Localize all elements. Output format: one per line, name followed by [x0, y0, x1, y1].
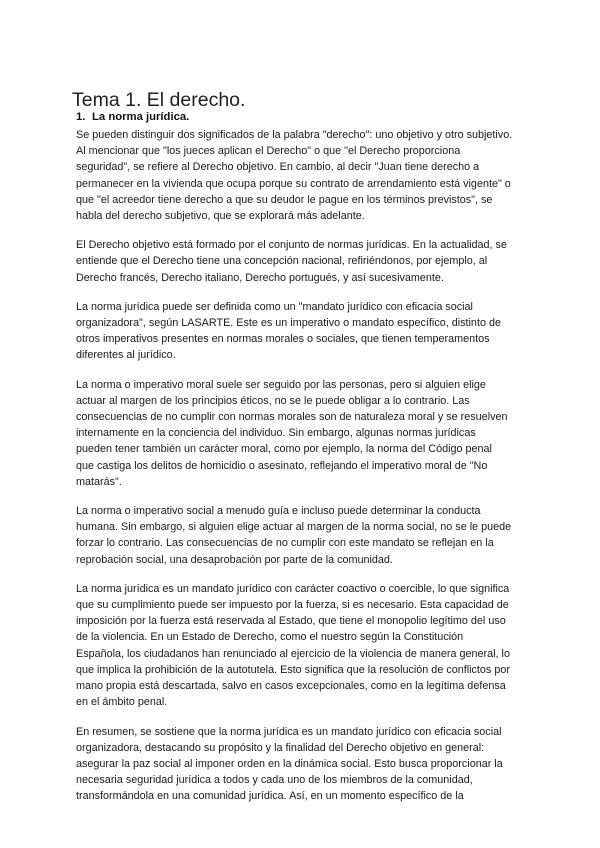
paragraph-line: internamente en la conciencia del individuo. Sin embargo, algunas normas jurídicas — [76, 427, 476, 440]
paragraph-line: forzar lo contrario. Las consecuencias de no cumplir con este mandato se reflejan en la — [76, 537, 494, 550]
section-heading — [76, 111, 189, 123]
paragraph-line: matarás". — [76, 475, 122, 488]
paragraph-line: diferentes al jurídico. — [76, 349, 176, 362]
paragraph-line: necesaria seguridad jurídica a todos y cada uno de los miembros de la comunidad, — [76, 774, 473, 787]
paragraph-line: Al mencionar que "los jueces aplican el Derecho" o que "el Derecho proporciona — [76, 145, 461, 158]
paragraph-line: La norma jurídica puede ser definida como un "mandato jurídico con eficacia social — [76, 300, 473, 313]
paragraph-line: en el ámbito penal. — [76, 696, 168, 709]
paragraph-line: habla del derecho subjetivo, que se explorará más adelante. — [76, 210, 365, 223]
paragraph-line: En resumen, se sostiene que la norma jurídica es un mandato jurídico con eficacia social — [76, 725, 502, 738]
document-body — [76, 127, 528, 818]
paragraph-line: Española, los ciudadanos han renunciado al ejercicio de la violencia de manera general, lo — [76, 647, 510, 660]
paragraph-line: actuar al margen de los principios éticos, no se le puede obligar a lo contrario. Las — [76, 394, 470, 407]
paragraph — [76, 581, 528, 711]
section-number: 1. — [76, 111, 86, 123]
paragraph — [76, 724, 528, 805]
paragraph — [76, 299, 528, 364]
paragraph-line: imposición por la fuerza está reservada al Estado, que tiene el monopolio legítimo del uso — [76, 615, 506, 628]
paragraph-line: organizadora, destacando su propósito y la finalidad del Derecho objetivo en general: — [76, 741, 485, 754]
paragraph-line: pueden tener también un carácter moral, como por ejemplo, la norma del Código penal — [76, 443, 492, 456]
paragraph-line: La norma o imperativo social a menudo guía e incluso puede determinar la conducta — [76, 505, 481, 518]
paragraph-line: La norma jurídica es un mandato jurídico con carácter coactivo o coercible, lo que significa — [76, 582, 510, 595]
paragraph-line: consecuencias de no cumplir con normas morales son de naturaleza moral y se resuelven — [76, 411, 508, 424]
paragraph-line: otros imperativos presentes en normas morales o sociales, que tienen temperamentos — [76, 333, 490, 346]
paragraph-line: humana. Sin embargo, si alguien elige actuar al margen de la norma social, no se le puede — [76, 521, 512, 534]
paragraph — [76, 127, 528, 224]
paragraph-line: transformándola en una comunidad jurídica. Así, en un momento específico de la — [76, 790, 464, 803]
page-title: Tema 1. El derecho. — [72, 89, 246, 111]
paragraph — [76, 503, 528, 568]
section-heading-text: La norma jurídica. — [92, 111, 190, 123]
paragraph-line: que castiga los delitos de homicidio o asesinato, reflejando el imperativo moral de "No — [76, 459, 488, 472]
paragraph-line: organizadora", según LASARTE. Este es un imperativo o mandato específico, distinto de — [76, 317, 501, 330]
paragraph-line: Derecho francés, Derecho italiano, Derecho portugués, y así sucesivamente. — [76, 271, 444, 284]
paragraph-line: que implica la prohibición de la autotutela. Esto significa que la resolución de conflictos por — [76, 663, 510, 676]
paragraph — [76, 237, 528, 286]
paragraph-line: La norma o imperativo moral suele ser seguido por las personas, pero si alguien elige — [76, 378, 486, 391]
paragraph-line: Se pueden distinguir dos significados de la palabra "derecho": uno objetivo y otro subjetivo. — [76, 129, 513, 141]
paragraph-line: que su cumplimiento puede ser impuesto por la fuerza, si es necesario. Esta capacidad de — [76, 599, 509, 612]
paragraph-line: de la violencia. En un Estado de Derecho, como el nuestro según la Constitución — [76, 631, 464, 644]
paragraph-line: permanecer en la vivienda que ocupa porque su contrato de arrendamiento está vigente" o — [76, 177, 511, 190]
paragraph-line: mano propia está descartada, salvo en casos excepcionales, como en la legítima defensa — [76, 680, 506, 693]
paragraph-line: seguridad", se refiere al Derecho objetivo. En cambio, al decir "Juan tiene derecho a — [76, 161, 480, 174]
paragraph-line: entiende que el Derecho tiene una concepción nacional, refiriéndonos, por ejemplo, al — [76, 255, 488, 268]
paragraph — [76, 377, 528, 490]
paragraph-line: que "el acreedor tiene derecho a que su deudor le pague en los términos previstos", se — [76, 193, 493, 206]
paragraph-line: reprobación social, una desaprobación por parte de la comunidad. — [76, 553, 393, 566]
paragraph-line: asegurar la paz social al imponer orden en la dinámica social. Esto busca proporcionar la — [76, 757, 503, 770]
paragraph-line: El Derecho objetivo está formado por el conjunto de normas jurídicas. En la actualidad, se — [76, 239, 507, 252]
